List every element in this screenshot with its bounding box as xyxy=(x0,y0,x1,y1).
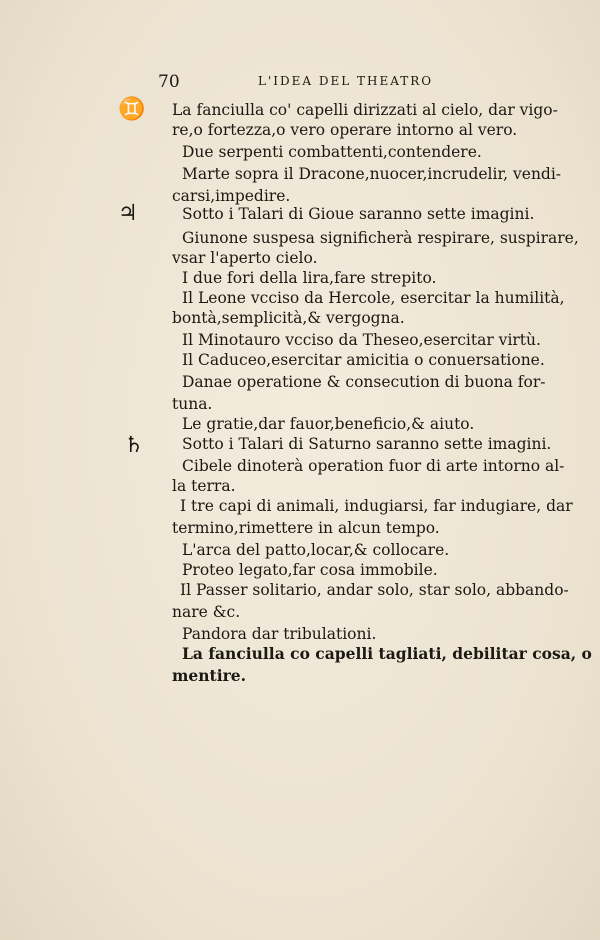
text-line: Il Minotauro vcciso da Theseo,esercitar virtù. xyxy=(182,331,541,349)
text-line: tuna. xyxy=(172,395,213,413)
text-line: Pandora dar tribulationi. xyxy=(182,625,377,643)
text-line: Il Caduceo,esercitar amicitia o conuersatione. xyxy=(182,351,545,369)
text-line: Sotto i Talari di Saturno saranno sette imagini. xyxy=(182,435,552,453)
text-line: mentire. xyxy=(172,666,247,685)
text-line: Marte sopra il Dracone,nuocer,incrudelir, vendi- xyxy=(182,165,562,183)
text-line: L'arca del patto,locar,& collocare. xyxy=(182,541,450,559)
text-line: nare &c. xyxy=(172,603,241,621)
text-line: carsi,impedire. xyxy=(172,187,291,205)
text-line: Proteo legato,far cosa immobile. xyxy=(182,561,438,579)
text-line: Cibele dinoterà operation fuor di arte intorno al- xyxy=(182,457,565,475)
text-line: I tre capi di animali, indugiarsi, far indugiare, dar xyxy=(180,497,573,515)
text-line: termino,rimettere in alcun tempo. xyxy=(172,519,440,537)
text-line: Il Leone vcciso da Hercole, esercitar la humilità, xyxy=(182,289,565,307)
gemini-symbol-icon: ♊ xyxy=(118,96,146,122)
text-line: Le gratie,dar fauor,beneficio,& aiuto. xyxy=(182,415,475,433)
text-line: la terra. xyxy=(172,477,236,495)
text-line: Due serpenti combattenti,contendere. xyxy=(182,143,482,161)
running-head xyxy=(158,72,488,94)
jupiter-symbol-icon: ♃ xyxy=(118,200,138,226)
text-line: La fanciulla co capelli tagliati, debilitar cosa, o xyxy=(182,644,592,663)
text-line: re,o fortezza,o vero operare intorno al vero. xyxy=(172,121,518,139)
text-line: Giunone suspesa significherà respirare, suspirare, xyxy=(182,229,579,247)
text-line: I due fori della lira,fare strepito. xyxy=(182,269,437,287)
text-line: Danae operatione & consecution di buona for- xyxy=(182,373,546,391)
page-header-title: L'IDEA DEL THEATRO xyxy=(258,74,434,88)
text-line: La fanciulla co' capelli dirizzati al cielo, dar vigo- xyxy=(172,101,558,119)
text-line: vsar l'aperto cielo. xyxy=(172,249,318,267)
text-line: bontà,semplicità,& vergogna. xyxy=(172,309,405,327)
page-number: 70 xyxy=(158,72,180,92)
text-line: Sotto i Talari di Gioue saranno sette imagini. xyxy=(182,205,535,223)
text-line: Il Passer solitario, andar solo, star solo, abbando- xyxy=(180,581,569,599)
saturn-symbol-icon: ♄ xyxy=(124,432,144,458)
